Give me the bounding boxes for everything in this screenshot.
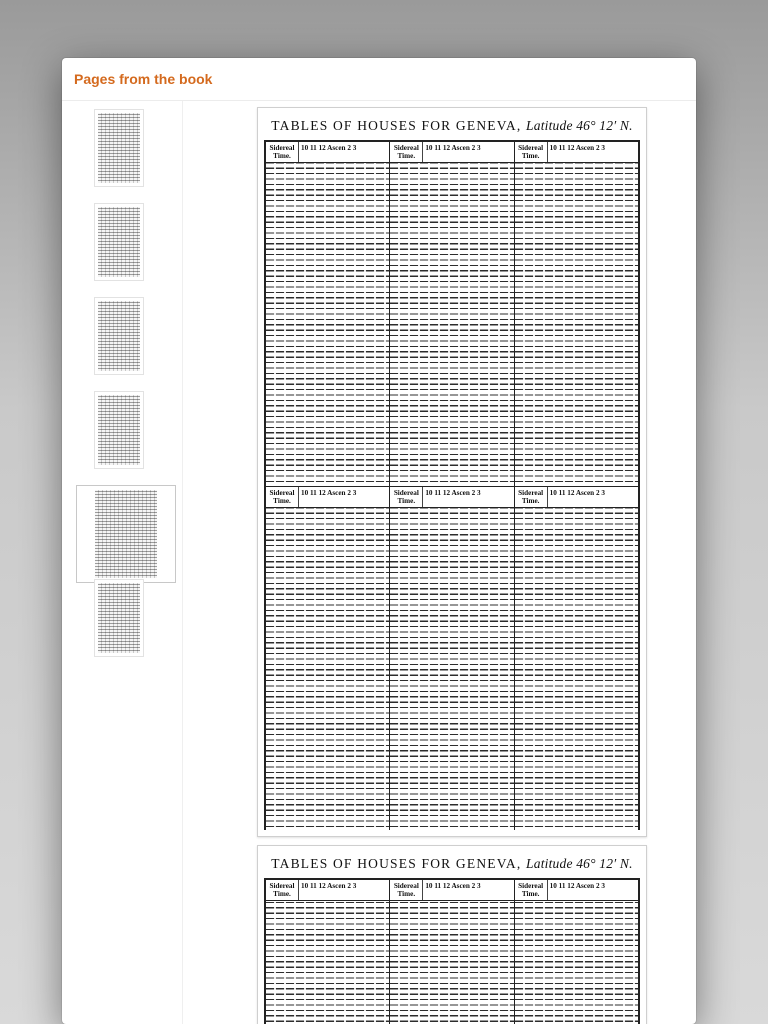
table-column [390,880,514,1024]
table-column-header: Sidereal Time. 10 11 12 Ascen 2 3 [266,880,389,901]
table-column-header: Sidereal Time. 10 11 12 Ascen 2 3 [266,142,389,163]
table-column [390,142,514,486]
table-column [390,487,514,830]
table-block-lower [266,487,638,830]
table-column [515,487,638,830]
book-page-2 [257,845,647,1024]
table-column [515,880,638,1024]
table-values [515,163,638,485]
page-thumbnail-6[interactable] [94,579,144,657]
table-column-header: Sidereal Time. 10 11 12 Ascen 2 3 [390,487,513,508]
table-column-header: Sidereal Time. 10 11 12 Ascen 2 3 [390,142,513,163]
page-thumbnail-4[interactable] [94,391,144,469]
table-column [266,142,390,486]
page-heading-latitude: Latitude 46° 12′ N. [526,856,633,871]
page-heading [258,108,646,140]
table-column [266,880,390,1024]
table-block-upper [266,142,638,487]
table-values [390,508,513,830]
modal-header [62,58,696,101]
table-column-header: Sidereal Time. 10 11 12 Ascen 2 3 [390,880,513,901]
table-block-upper [266,880,638,1024]
table-values [390,163,513,485]
book-page-1 [257,107,647,837]
page-thumbnail-3[interactable] [94,297,144,375]
table-column-header: Sidereal Time. 10 11 12 Ascen 2 3 [515,880,638,901]
table-column-header: Sidereal Time. 10 11 12 Ascen 2 3 [266,487,389,508]
page-heading-main: TABLES OF HOUSES FOR GENEVA, [271,856,522,871]
table-values [390,901,513,1024]
page-thumbnail-2[interactable] [94,203,144,281]
table-values [266,901,389,1024]
modal-title: Pages from the book [74,71,213,87]
table-values [266,508,389,830]
page-heading-main: TABLES OF HOUSES FOR GENEVA, [271,118,522,133]
page-heading [258,846,646,878]
table-column [515,142,638,486]
page-thumbnail-5[interactable] [76,485,176,583]
houses-table [264,878,640,1024]
pages-modal [62,58,696,1024]
table-values [515,901,638,1024]
page-viewer[interactable] [183,101,696,1024]
page-thumbnail-1[interactable] [94,109,144,187]
thumbnail-strip[interactable] [62,101,183,1024]
table-column [266,487,390,830]
table-values [515,508,638,830]
page-heading-latitude: Latitude 46° 12′ N. [526,118,633,133]
table-column-header: Sidereal Time. 10 11 12 Ascen 2 3 [515,142,638,163]
table-values [266,163,389,485]
houses-table [264,140,640,830]
table-column-header: Sidereal Time. 10 11 12 Ascen 2 3 [515,487,638,508]
